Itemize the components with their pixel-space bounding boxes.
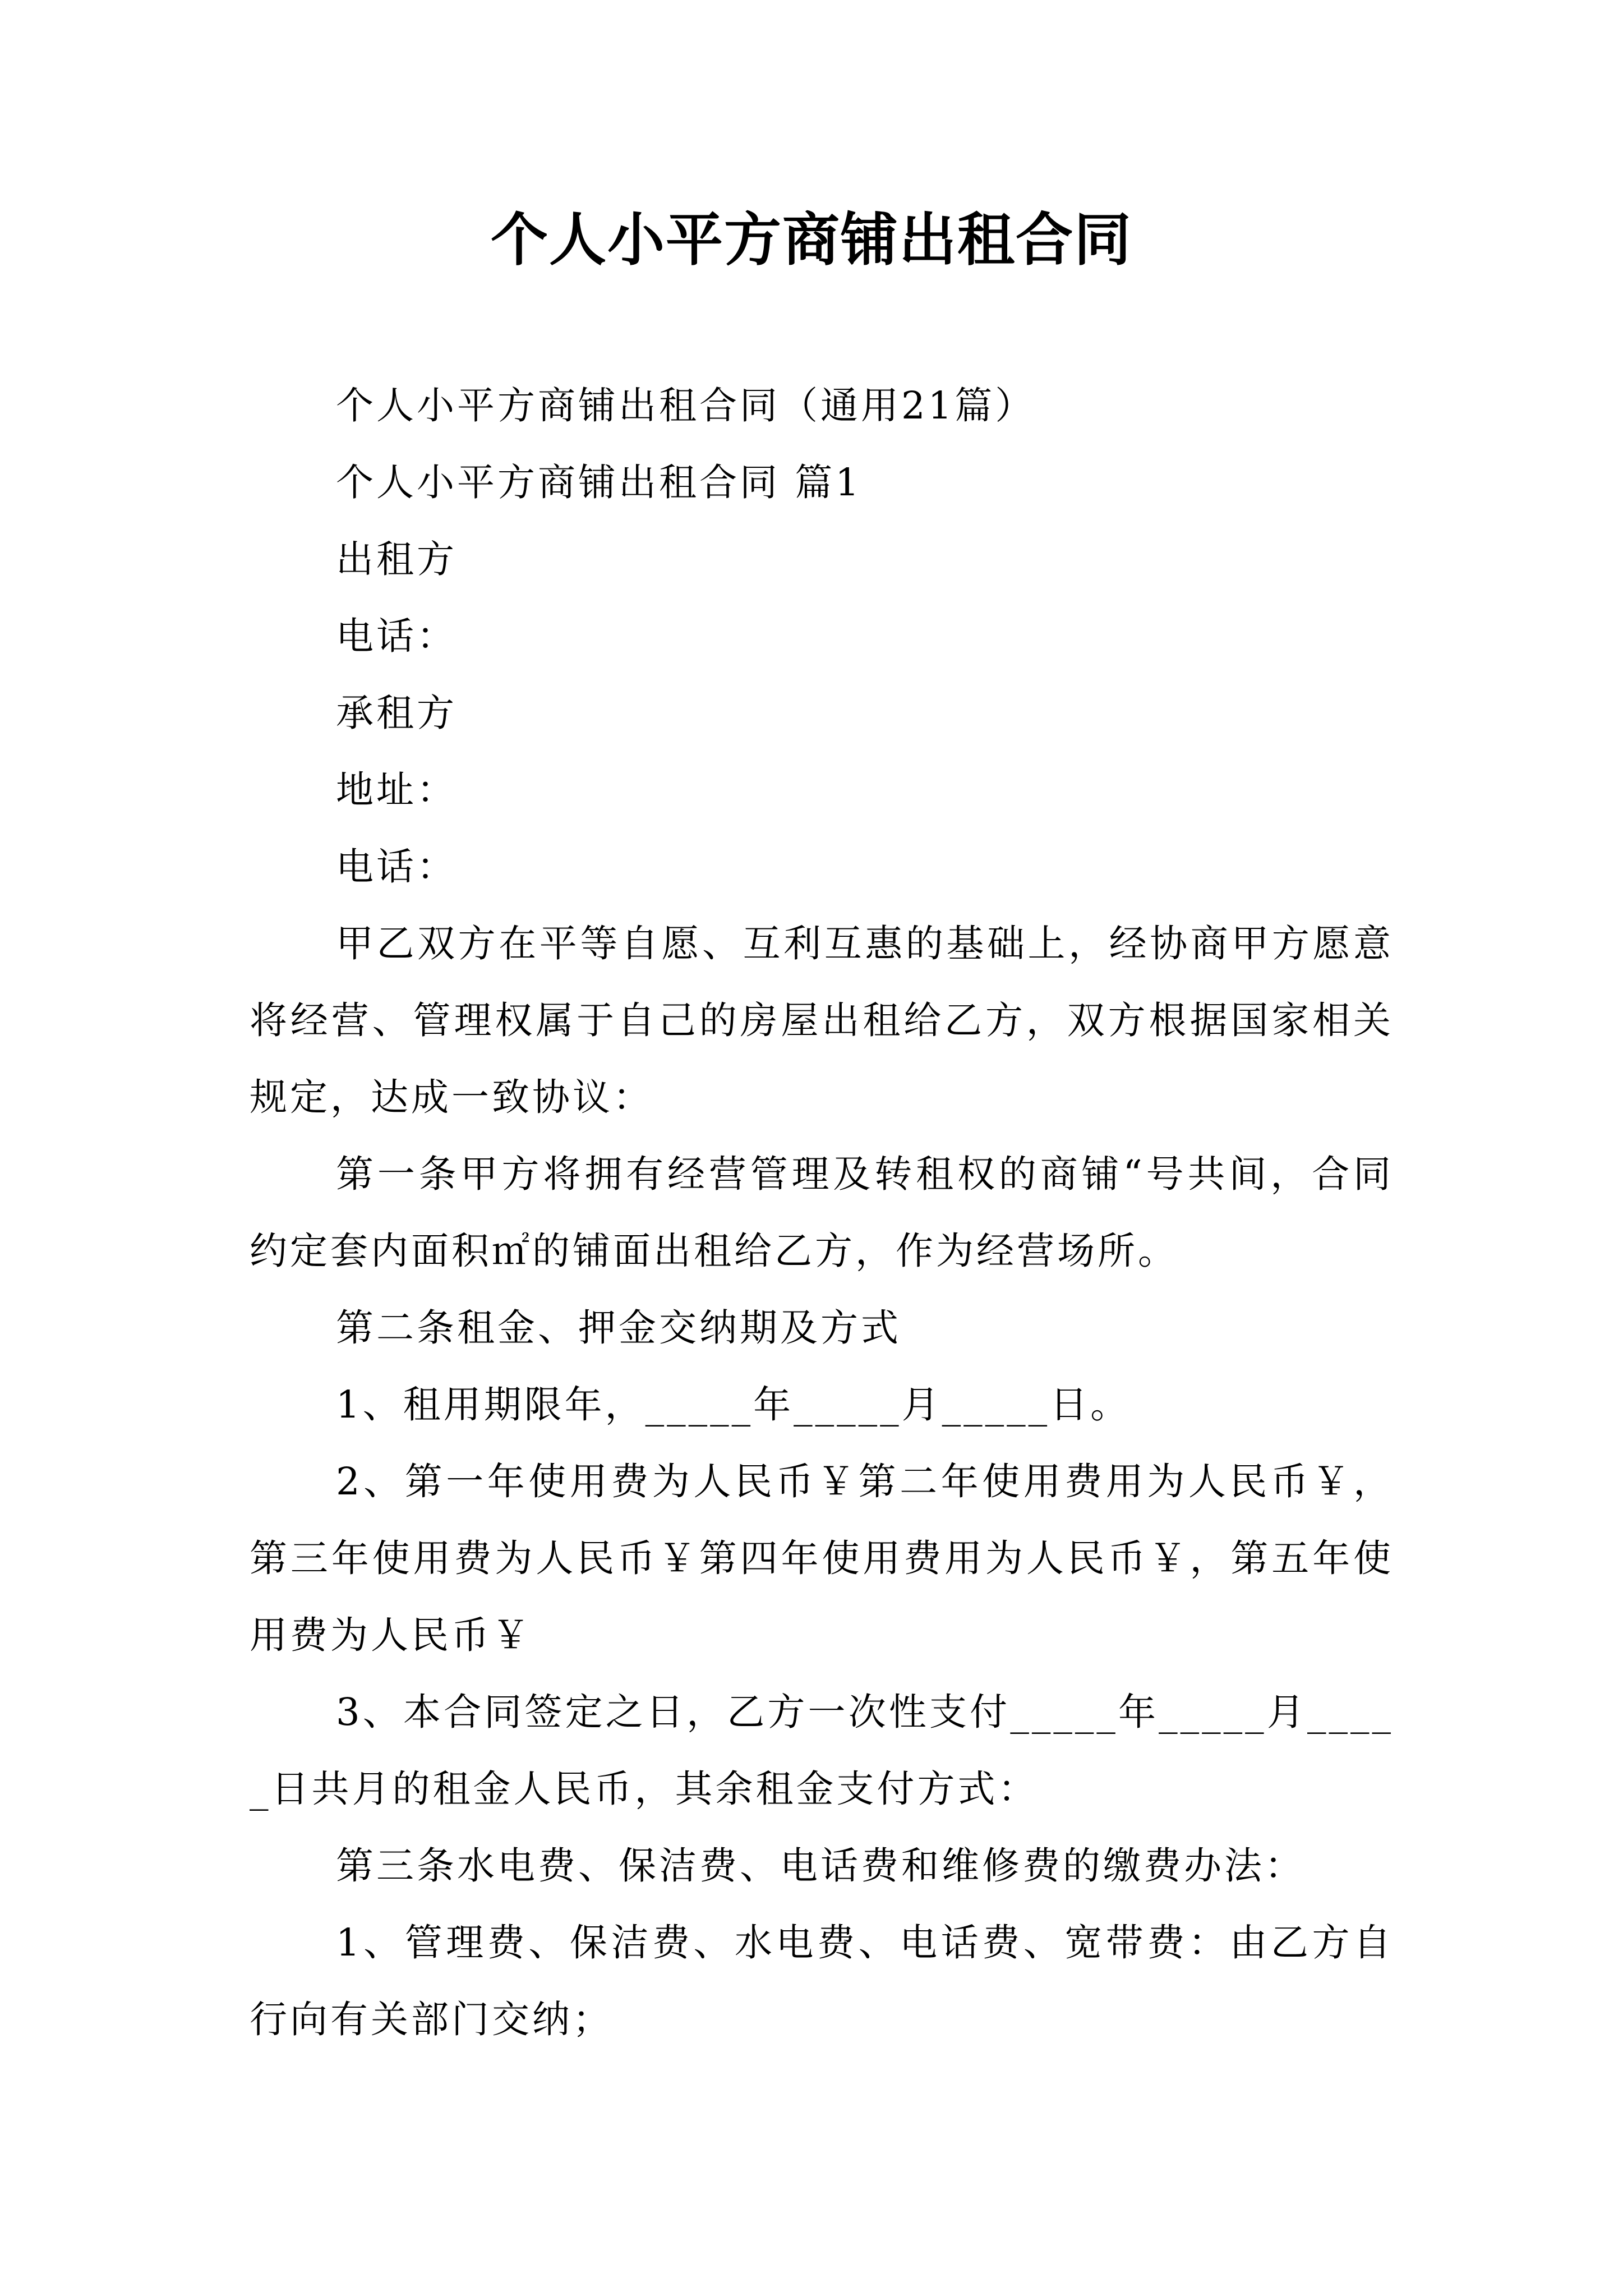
paragraph-lessor-phone: 电话： bbox=[336, 614, 457, 658]
paragraph-article-1: 第一条甲方将拥有经营管理及转租权的商铺“号共间，合同约定套内面积㎡的铺面出租给乙方，作为经营场所。 bbox=[250, 1152, 1394, 1273]
paragraph-article-2-item-3: 3、本合同签定之日，乙方一次性支付_____年_____月_____日共月的租金人民币，其余租金支付方式： bbox=[250, 1690, 1394, 1811]
paragraph-article-3-item-1: 1、管理费、保洁费、水电费、电话费、宽带费：由乙方自行向有关部门交纳； bbox=[250, 1921, 1394, 2041]
document-title: 个人小平方商铺出租合同 bbox=[491, 206, 1132, 274]
paragraph-article-3-heading: 第三条水电费、保洁费、电话费和维修费的缴费办法： bbox=[336, 1844, 1305, 1888]
paragraph-lessor: 出租方 bbox=[336, 537, 457, 581]
paragraph-preamble: 甲乙双方在平等自愿、互利互惠的基础上，经协商甲方愿意将经营、管理权属于自己的房屋出租给乙方，双方根据国家相关规定，达成一致协议： bbox=[250, 922, 1394, 1119]
paragraph-lessee-address: 地址： bbox=[336, 768, 457, 812]
paragraph-article-2-item-1: 1、租用期限年，_____年_____月_____日。 bbox=[336, 1383, 1131, 1427]
paragraph-article-2-heading: 第二条租金、押金交纳期及方式 bbox=[336, 1306, 901, 1350]
paragraph-lessee: 承租方 bbox=[336, 691, 457, 735]
paragraph-article-2-item-2: 2、第一年使用费为人民币￥第二年使用费用为人民币￥，第三年使用费为人民币￥第四年使用费用为人民币￥，第五年使用费为人民币￥ bbox=[250, 1460, 1394, 1657]
paragraph-lessee-phone: 电话： bbox=[336, 845, 457, 889]
document-body bbox=[250, 367, 1394, 2058]
paragraph-subtitle: 个人小平方商铺出租合同（通用21篇） bbox=[336, 384, 1036, 427]
paragraph-section-heading: 个人小平方商铺出租合同 篇1 bbox=[336, 461, 862, 504]
